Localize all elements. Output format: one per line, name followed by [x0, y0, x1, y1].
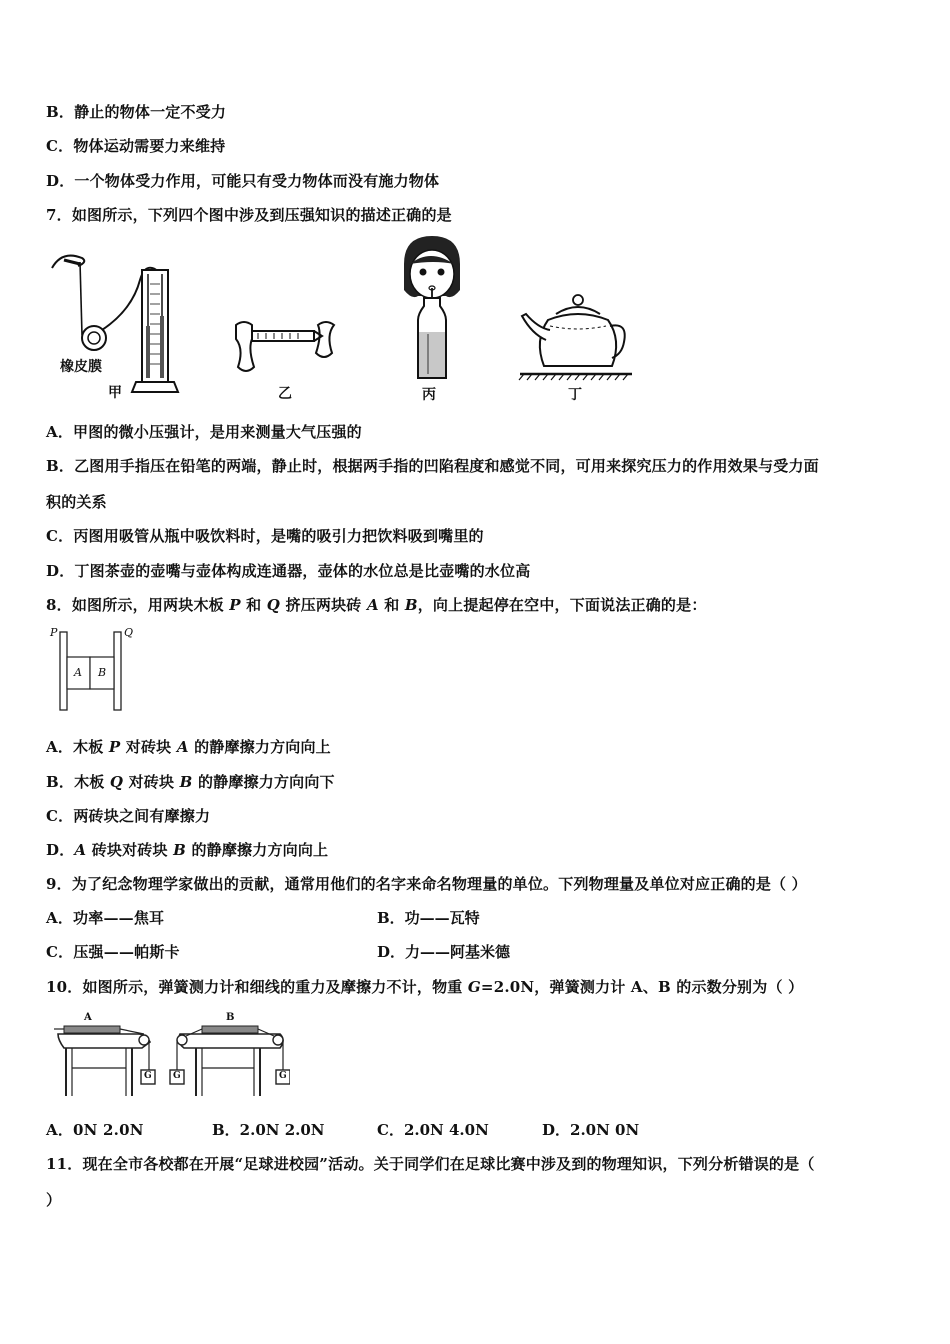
q8-option-c: C．两砖块之间有摩擦力	[46, 807, 211, 825]
q7-label-bing: 丙	[422, 387, 436, 403]
q7-option-b-line1: B．乙图用手指压在铅笔的两端，静止时，根据两手指的凹陷程度和感觉不同，可用来探究压力的作用效果与受力面	[46, 457, 819, 475]
q8-label-q: Q	[124, 626, 134, 639]
q10-option-a: A．0N 2.0N	[46, 1121, 144, 1139]
q11-stem-line1: 11．现在全市各校都在开展“足球进校园”活动。关于同学们在足球比赛中涉及到的物理知识，下列分析错误的是（	[46, 1155, 815, 1173]
q10-label-g-right: G	[279, 1071, 287, 1081]
q7-label-yi: 乙	[278, 386, 292, 402]
q7-stem: 7．如图所示，下列四个图中涉及到压强知识的描述正确的是	[46, 206, 452, 224]
q9-stem: 9．为了纪念物理学家做出的贡献，通常用他们的名字来命名物理量的单位。下列物理量及单位对应正确的是（ ）	[46, 875, 807, 893]
q8-option-b: B．木板 Q 对砖块 B 的静摩擦力方向向下	[46, 773, 335, 791]
q7-figure-yi	[226, 315, 346, 410]
q6-option-c: C．物体运动需要力来维持	[46, 137, 226, 155]
q8-option-d: D．A 砖块对砖块 B 的静摩擦力方向向上	[46, 841, 329, 859]
q10-label-g-left: G	[144, 1071, 152, 1081]
q8-label-a: A	[74, 666, 82, 679]
q10-stem: 10．如图所示，弹簧测力计和细线的重力及摩擦力不计，物重 G=2.0N，弹簧测力计 A、B 的示数分别为（ ）	[46, 978, 804, 996]
q10-option-d: D．2.0N 0N	[542, 1121, 640, 1139]
q6-option-d: D．一个物体受力作用，可能只有受力物体而没有施力物体	[46, 172, 440, 190]
q7-option-a: A．甲图的微小压强计，是用来测量大气压强的	[46, 423, 362, 441]
q11-stem-line2: ）	[46, 1191, 62, 1209]
q10-label-g-mid: G	[173, 1071, 181, 1081]
q10-option-c: C．2.0N 4.0N	[377, 1121, 489, 1139]
q8-option-a: A．木板 P 对砖块 A 的静摩擦力方向向上	[46, 738, 331, 756]
q7-label-membrane: 橡皮膜	[60, 359, 102, 375]
q8-stem: 8．如图所示，用两块木板 P 和 Q 挤压两块砖 A 和 B，向上提起停在空中，下面说法正确的是：	[46, 596, 707, 614]
q7-figure-jia	[44, 240, 184, 410]
q10-figure	[50, 1012, 290, 1102]
q6-option-b: B．静止的物体一定不受力	[46, 103, 227, 121]
q9-option-b: B．功——瓦特	[377, 909, 480, 927]
q7-option-d: D．丁图茶壶的壶嘴与壶体构成连通器，壶体的水位总是比壶嘴的水位高	[46, 562, 531, 580]
q7-label-jia: 甲	[108, 385, 122, 401]
q10-option-b: B．2.0N 2.0N	[212, 1121, 325, 1139]
q8-label-b: B	[98, 666, 107, 679]
q7-figure-ding	[516, 290, 636, 410]
q7-figure-bing	[386, 234, 476, 410]
q8-figure	[48, 626, 138, 716]
q7-label-ding: 丁	[568, 387, 582, 403]
q7-option-b-line2: 积的关系	[46, 493, 107, 511]
q7-option-c: C．丙图用吸管从瓶中吸饮料时，是嘴的吸引力把饮料吸到嘴里的	[46, 527, 484, 545]
q10-label-a: A	[84, 1012, 92, 1023]
q9-option-a: A．功率——焦耳	[46, 909, 165, 927]
q8-label-p: P	[50, 626, 58, 639]
q9-option-d: D．力——阿基米德	[377, 943, 511, 961]
q9-option-c: C．压强——帕斯卡	[46, 943, 180, 961]
q10-label-b: B	[226, 1012, 235, 1023]
